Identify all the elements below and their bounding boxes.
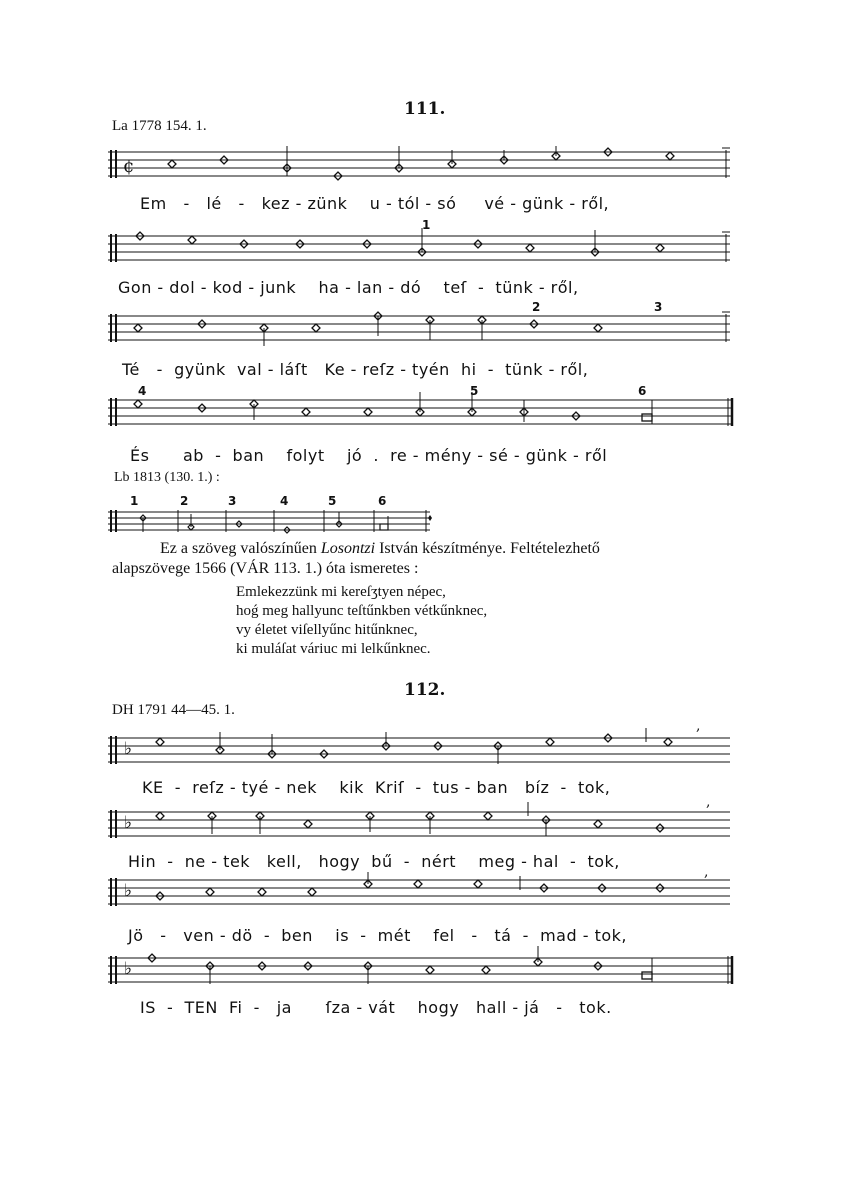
variant-mark: 4 bbox=[280, 494, 289, 508]
variant-mark: 5 bbox=[328, 494, 337, 508]
music-staff-112-3 bbox=[108, 864, 738, 920]
phrase-mark: 1 bbox=[422, 218, 431, 232]
commentary-line-1 bbox=[160, 540, 600, 558]
phrase-mark: 4 bbox=[138, 384, 147, 398]
hymn-number-112: 112. bbox=[404, 680, 446, 700]
svg-text:,: , bbox=[706, 794, 711, 810]
svg-text:♭: ♭ bbox=[124, 813, 133, 833]
svg-text:,: , bbox=[704, 864, 709, 880]
commentary-text: István készítménye. Feltételezhető bbox=[375, 540, 600, 557]
variant-mark: 2 bbox=[180, 494, 189, 508]
lyrics-112-line-1: KE - reſz - tyé - nek kik Kriſ - tus - ban bíz - tok, bbox=[142, 778, 611, 797]
lyrics-112-line-2: Hin - ne - tek kell, hogy bű - nért meg - hal - tok, bbox=[128, 852, 620, 871]
svg-text:♭: ♭ bbox=[124, 959, 133, 979]
svg-text:,: , bbox=[696, 718, 701, 734]
variant-staff bbox=[108, 508, 438, 538]
variant-mark: 1 bbox=[130, 494, 139, 508]
lyrics-111-line-4: És ab - ban folyt jó . re - mény - sé - günk - ről bbox=[130, 446, 608, 465]
verse-line-1: Emlekezzünk mi kereſʒtyen népec, bbox=[236, 584, 446, 600]
music-staff-111-2 bbox=[108, 232, 738, 272]
svg-text:♭: ♭ bbox=[124, 881, 133, 901]
variant-mark: 3 bbox=[228, 494, 237, 508]
music-staff-111-4 bbox=[108, 396, 738, 436]
music-staff-112-4 bbox=[108, 958, 738, 998]
variant-mark: 6 bbox=[378, 494, 387, 508]
music-staff-111-1 bbox=[108, 148, 738, 188]
lyrics-111-line-2: Gon - dol - kod - junk ha - lan - dó teſ - tünk - ről, bbox=[118, 278, 579, 297]
variant-source: Lb 1813 (130. 1.) : bbox=[114, 470, 220, 485]
source-reference-112: DH 1791 44—45. 1. bbox=[112, 702, 235, 718]
lyrics-111-line-3: Té - gyünk val - láſt Ke - reſz - tyén hi - tünk - ről, bbox=[122, 360, 589, 379]
commentary-line-2: alapszövege 1566 (VÁR 113. 1.) óta ismeretes : bbox=[112, 560, 419, 577]
lyrics-112-line-4: IS - TEN Fi - ja ſza - vát hogy hall - já - tok. bbox=[140, 998, 612, 1017]
source-reference-111: La 1778 154. 1. bbox=[112, 118, 207, 134]
svg-text:¢: ¢ bbox=[123, 156, 135, 177]
lyrics-111-line-1: Em - lé - kez - zünk u - tól - só vé - günk - ről, bbox=[140, 194, 610, 213]
music-staff-112-2 bbox=[108, 794, 738, 852]
verse-line-4: ki muláſat váriuc mi lelkűnknec. bbox=[236, 641, 431, 657]
phrase-mark: 6 bbox=[638, 384, 647, 398]
phrase-mark: 3 bbox=[654, 300, 663, 314]
hymn-number-111: 111. bbox=[404, 99, 446, 119]
author-name: Losontzi bbox=[320, 540, 376, 557]
music-staff-111-3 bbox=[108, 312, 738, 352]
commentary-text: Ez a szöveg valószínűen bbox=[160, 540, 321, 557]
phrase-mark: 2 bbox=[532, 300, 541, 314]
svg-text:♭: ♭ bbox=[124, 739, 133, 759]
verse-line-2: hoǵ meg hallyunc teſtűnkben vétkűnknec, bbox=[236, 603, 488, 619]
verse-line-3: vy életet viſellyűnc hitűnknec, bbox=[236, 622, 418, 638]
music-staff-112-1 bbox=[108, 718, 738, 778]
lyrics-112-line-3: Jö - ven - dö - ben is - mét fel - tá - mad - tok, bbox=[128, 926, 627, 945]
phrase-mark: 5 bbox=[470, 384, 479, 398]
